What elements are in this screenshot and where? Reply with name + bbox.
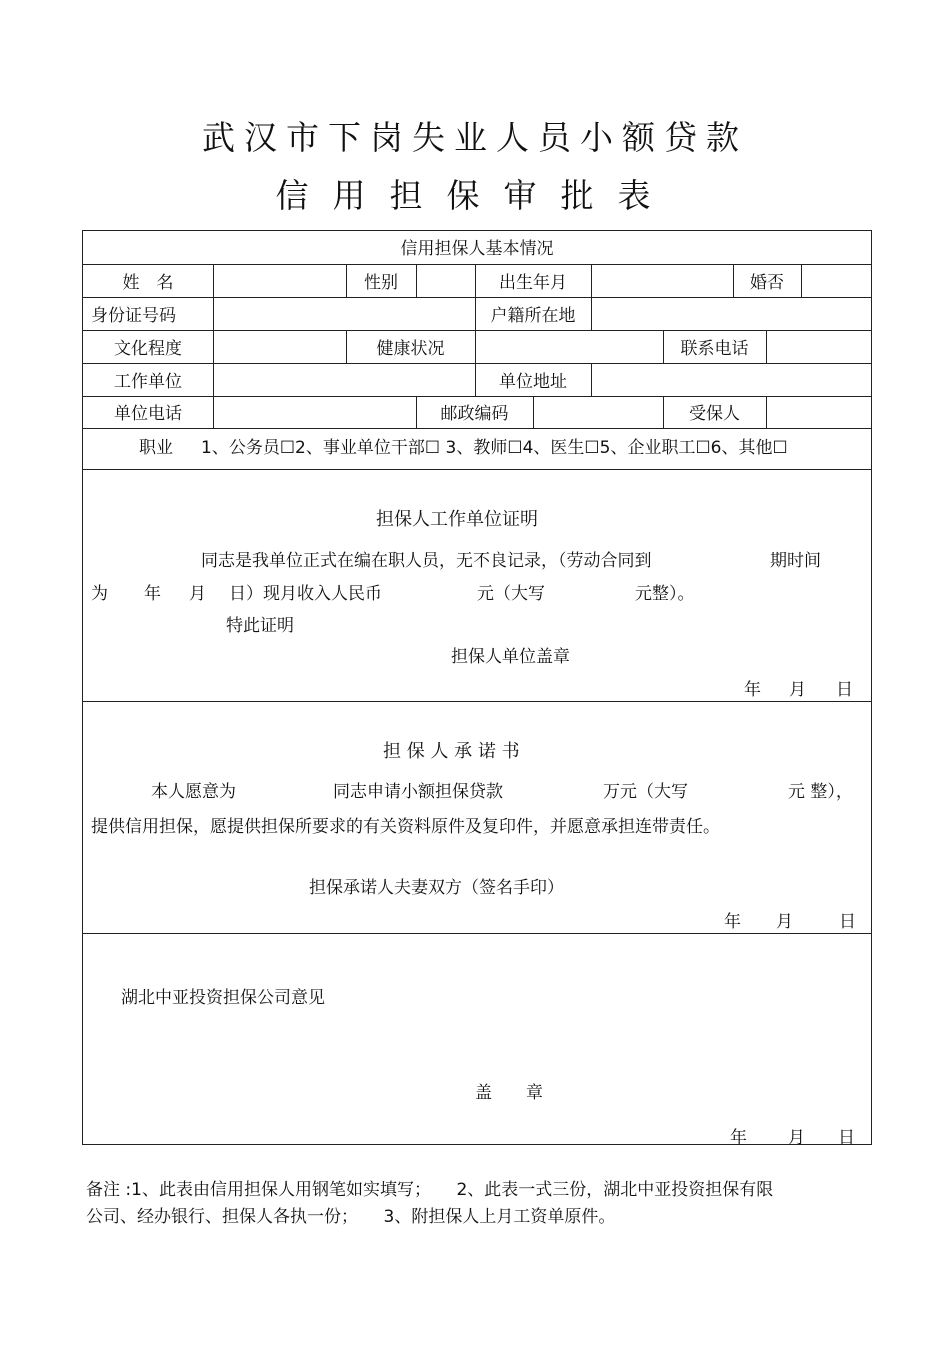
cell-divider [591,264,592,297]
pledge-line1-c: 万元（大写 [603,782,688,802]
cert-text-yuan: 元（大写 [477,584,545,604]
company-opinion-label: 湖北中亚投资担保公司意见 [121,988,325,1008]
birth-label: 出生年月 [499,273,567,293]
cert-text-yuan-end: 元整）。 [635,584,695,604]
section-divider [83,701,871,702]
cell-divider [213,330,214,363]
cert-text-for: 为 [91,584,108,604]
cert-text-year: 年 [144,584,161,604]
pledge-line1-b: 同志申请小额担保贷款 [333,782,503,802]
occupation-options: 1、公务员☐2、事业单位干部☐ 3、教师☐4、医生☐5、企业职工☐6、其他☐ [201,438,788,458]
company-seal-label: 盖 章 [475,1083,543,1103]
row-divider [83,297,871,298]
footer-note-line1: 备注 :1、此表由信用担保人用钢笔如实填写； 2、此表一式三份，湖北中亚投资担保有限 [86,1180,774,1200]
row-divider [83,330,871,331]
pledge-line1-a: 本人愿意为 [151,782,236,802]
cell-divider [591,297,592,330]
approval-form-table [82,230,872,1148]
health-label: 健康状况 [376,339,445,359]
gender-label: 性别 [364,273,398,293]
pledge-sign-label: 担保承诺人夫妻双方（签名手印） [309,878,564,898]
id-number-label: 身份证号码 [91,306,176,326]
form-title-line1: 武汉市下岗失业人员小额贷款 [202,118,748,157]
employer-phone-label: 单位电话 [114,404,182,424]
cell-divider [766,396,767,428]
pledge-date-year: 年 [724,912,741,932]
row-divider [83,363,871,364]
guaranteed-person-label: 受保人 [689,404,740,424]
footer-note-line2: 公司、经办银行、担保人各执一份； 3、附担保人上月工资单原件。 [86,1207,616,1227]
cell-divider [213,396,214,428]
pledge-date-day: 日 [839,912,856,932]
cert-date-month: 月 [789,680,806,700]
cert-date-day: 日 [836,680,853,700]
cell-divider [213,264,214,297]
occupation-label: 职业 [139,438,173,458]
cert-text-income: 日）现月收入人民币 [229,584,382,604]
employer-label: 工作单位 [114,372,182,392]
form-title-line2: 信用担保审批表 [275,176,675,215]
employment-cert-line1: 同志是我单位正式在编在职人员，无不良记录，（劳动合同到 [201,551,652,571]
employer-seal-label: 担保人单位盖章 [451,647,570,667]
company-date-day: 日 [838,1128,855,1148]
employer-address-label: 单位地址 [499,372,567,392]
cell-divider [591,363,592,396]
pledge-title: 担 保 人 承 诺 书 [383,741,520,762]
employment-cert-title: 担保人工作单位证明 [376,509,538,530]
employment-cert-line1-end: 期时间 [770,551,821,571]
section-divider [83,469,871,470]
pledge-date-month: 月 [776,912,793,932]
cell-divider [475,330,476,363]
cert-hereby: 特此证明 [226,616,294,636]
name-label: 姓 名 [122,273,174,293]
row-divider [83,264,871,265]
cert-text-month: 月 [189,584,206,604]
marital-label: 婚否 [750,273,784,293]
row-divider [83,396,871,397]
education-label: 文化程度 [114,339,182,359]
hukou-label: 户籍所在地 [490,306,576,326]
row-divider [83,428,871,429]
cell-divider [416,264,417,297]
phone-label: 联系电话 [680,339,749,359]
company-date-month: 月 [788,1128,805,1148]
basic-info-header: 信用担保人基本情况 [400,239,554,259]
cert-date-year: 年 [744,680,761,700]
company-date-year: 年 [730,1128,747,1148]
cell-divider [213,363,214,396]
cell-divider [766,330,767,363]
pledge-line1-d: 元 整）， [788,782,853,802]
pledge-line2: 提供信用担保，愿提供担保所要求的有关资料原件及复印件，并愿意承担连带责任。 [91,817,720,837]
postcode-label: 邮政编码 [440,404,509,424]
footer-notes [86,1177,866,1231]
cell-divider [801,264,802,297]
section-divider [83,933,871,934]
cell-divider [213,297,214,330]
cell-divider [533,396,534,428]
